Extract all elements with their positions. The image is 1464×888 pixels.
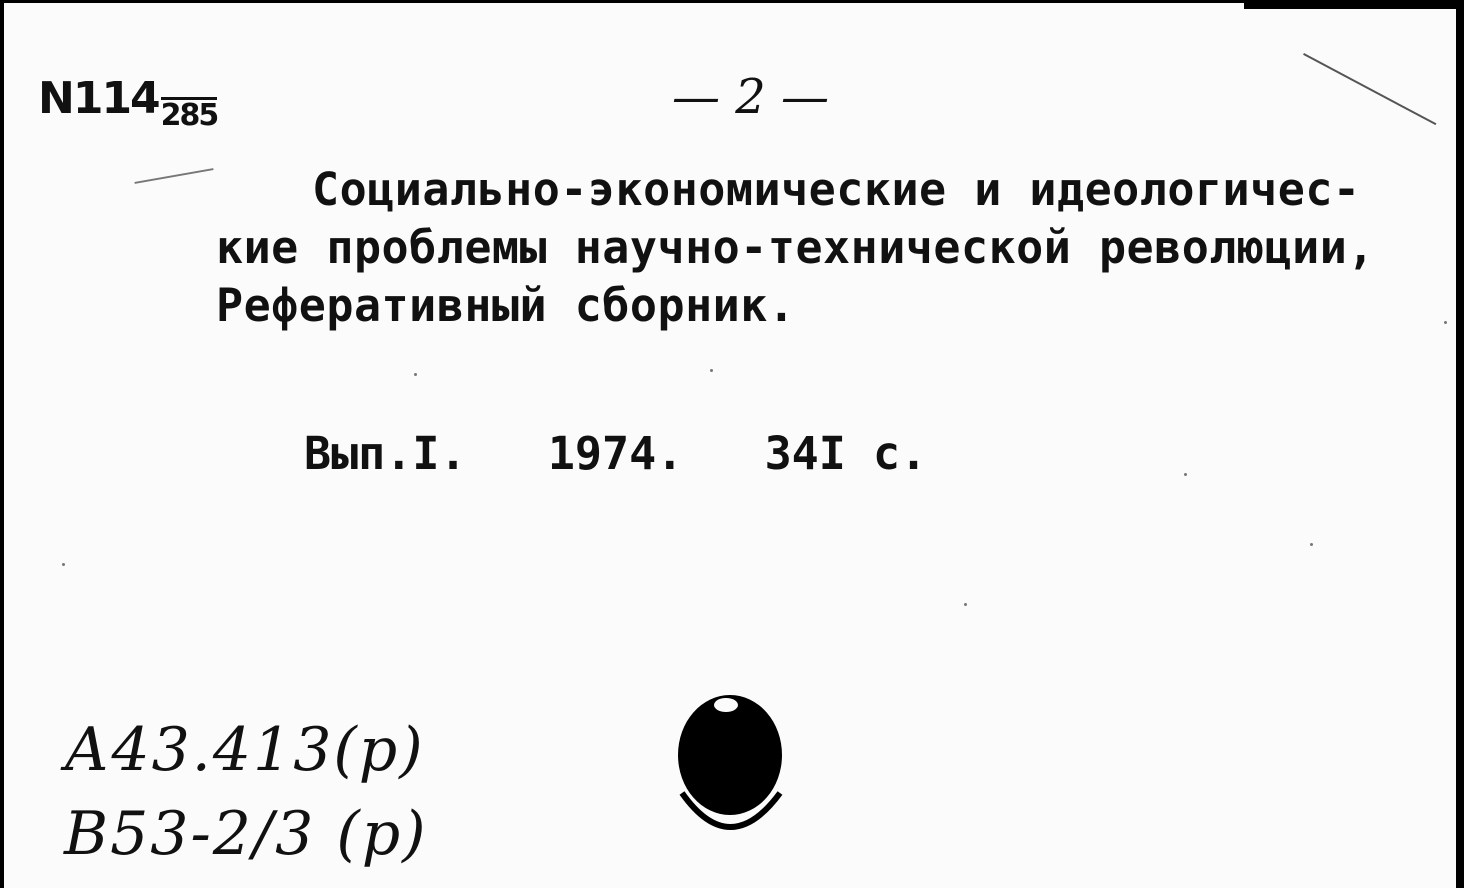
crease-line bbox=[134, 168, 213, 184]
crease-line bbox=[1303, 53, 1436, 125]
title-block bbox=[216, 161, 1446, 335]
paper-speck bbox=[710, 369, 713, 372]
paper-speck bbox=[62, 563, 65, 566]
edge-mark bbox=[1244, 3, 1464, 9]
shelf-mark-sub: 285 bbox=[160, 98, 218, 133]
title-line-2: кие проблемы научно-технической революции, bbox=[216, 221, 1375, 274]
paper-speck bbox=[414, 373, 417, 376]
punch-hole-icon bbox=[676, 693, 786, 843]
shelf-mark-main: N114 bbox=[38, 73, 159, 124]
paper-speck bbox=[1444, 321, 1447, 324]
paper-speck bbox=[1310, 543, 1313, 546]
title-line-1: Социально-экономические и идеологичес- bbox=[312, 163, 1361, 216]
paper-speck bbox=[964, 603, 967, 606]
edition-info: Вып.I. 1974. 34I с. bbox=[304, 427, 928, 480]
shelf-mark bbox=[38, 73, 217, 131]
call-number-1: А43.413(р) bbox=[64, 715, 425, 785]
paper-speck bbox=[1184, 473, 1187, 476]
title-line-3: Реферативный сборник. bbox=[216, 279, 796, 332]
page-number: — 2 — bbox=[672, 69, 830, 125]
call-number-2: В53-2/3 (р) bbox=[64, 799, 428, 869]
